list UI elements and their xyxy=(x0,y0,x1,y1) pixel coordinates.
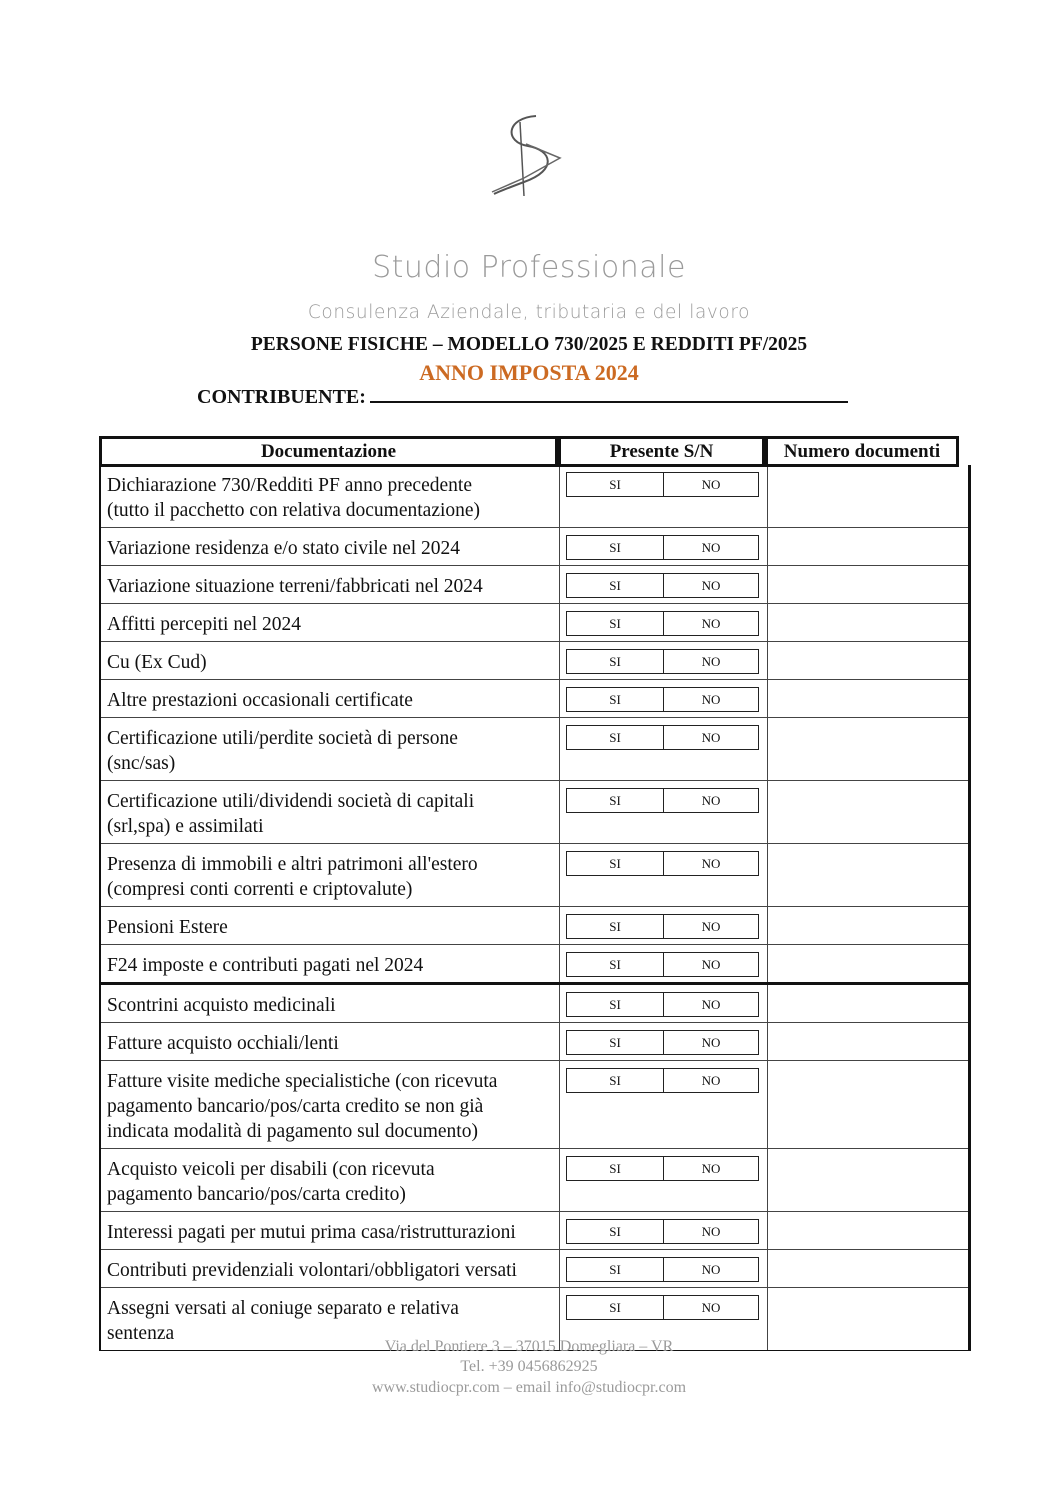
document-count-cell[interactable] xyxy=(768,465,968,527)
no-option[interactable]: NO xyxy=(701,578,721,593)
yes-no-selector xyxy=(566,573,759,598)
contributor-blank-line[interactable] xyxy=(370,387,848,403)
brand-name: Studio Professionale xyxy=(372,250,686,285)
header-present: Presente S/N xyxy=(558,436,765,467)
yes-option[interactable]: SI xyxy=(567,953,664,976)
yes-no-selector xyxy=(566,851,759,876)
no-option[interactable]: NO xyxy=(701,540,721,555)
yes-option[interactable]: SI xyxy=(567,688,664,711)
yes-option[interactable]: SI xyxy=(567,1157,664,1180)
no-option[interactable]: NO xyxy=(701,1224,721,1239)
document-name-line: Interessi pagati per mutui prima casa/ristrutturazioni xyxy=(107,1222,516,1243)
document-name-line: (srl,spa) e assimilati xyxy=(107,816,264,837)
table-header xyxy=(99,436,971,465)
table-row xyxy=(101,843,968,906)
document-name-line: Affitti percepiti nel 2024 xyxy=(107,614,302,635)
document-name-cell xyxy=(101,907,560,944)
document-name-line: Pensioni Estere xyxy=(107,917,228,938)
yes-option[interactable]: SI xyxy=(567,789,664,812)
header-documentation: Documentazione xyxy=(99,436,558,467)
present-cell xyxy=(560,465,768,527)
yes-option[interactable]: SI xyxy=(567,726,664,749)
document-count-cell[interactable] xyxy=(768,680,968,717)
present-cell xyxy=(560,680,768,717)
document-name-cell xyxy=(101,1250,560,1287)
yes-option[interactable]: SI xyxy=(567,915,664,938)
document-name-line: Variazione residenza e/o stato civile nel 2024 xyxy=(107,538,461,559)
present-cell xyxy=(560,1250,768,1287)
yes-option[interactable]: SI xyxy=(567,574,664,597)
yes-no-selector xyxy=(566,687,759,712)
yes-option[interactable]: SI xyxy=(567,1296,664,1319)
document-name-line: F24 imposte e contributi pagati nel 2024 xyxy=(107,955,424,976)
form-title: PERSONE FISICHE – MODELLO 730/2025 E REDDITI PF/2025 xyxy=(250,334,808,355)
document-count-cell[interactable] xyxy=(768,642,968,679)
document-count-cell[interactable] xyxy=(768,1250,968,1287)
table-row xyxy=(101,1022,968,1060)
yes-no-selector xyxy=(566,992,759,1017)
document-name-cell xyxy=(101,781,560,843)
document-group-deductions xyxy=(99,985,971,1351)
no-option[interactable]: NO xyxy=(701,1300,721,1315)
document-name-line: pagamento bancario/pos/carta credito) xyxy=(107,1184,406,1205)
present-cell xyxy=(560,642,768,679)
tax-year: ANNO IMPOSTA 2024 xyxy=(419,360,639,385)
no-option[interactable]: NO xyxy=(701,1035,721,1050)
document-name-cell xyxy=(101,844,560,906)
header-doc-count: Numero documenti xyxy=(765,436,959,467)
yes-no-selector xyxy=(566,1295,759,1320)
present-cell xyxy=(560,985,768,1022)
no-option[interactable]: NO xyxy=(701,957,721,972)
yes-option[interactable]: SI xyxy=(567,993,664,1016)
document-name-line: (compresi conti correnti e criptovalute) xyxy=(107,879,413,900)
present-cell xyxy=(560,528,768,565)
present-cell xyxy=(560,1149,768,1211)
document-count-cell[interactable] xyxy=(768,781,968,843)
yes-no-selector xyxy=(566,788,759,813)
yes-no-selector xyxy=(566,952,759,977)
document-count-cell[interactable] xyxy=(768,528,968,565)
yes-no-selector xyxy=(566,1156,759,1181)
document-name-line: Contributi previdenziali volontari/obbligatori versati xyxy=(107,1260,517,1281)
footer-phone: Tel. +39 0456862925 xyxy=(460,1358,598,1375)
document-name-cell xyxy=(101,945,560,982)
documents-table xyxy=(99,436,971,1351)
yes-no-selector xyxy=(566,1219,759,1244)
document-name-cell xyxy=(101,1149,560,1211)
document-name-cell xyxy=(101,1023,560,1060)
table-row xyxy=(101,780,968,843)
document-name-line: Altre prestazioni occasionali certificate xyxy=(107,690,413,711)
document-name-line: Scontrini acquisto medicinali xyxy=(107,995,336,1016)
contributor-label: CONTRIBUENTE: xyxy=(197,386,366,408)
yes-option[interactable]: SI xyxy=(567,852,664,875)
table-row xyxy=(101,944,968,982)
document-name-line: Certificazione utili/perdite società di persone xyxy=(107,728,458,749)
studio-logo xyxy=(484,108,580,204)
no-option[interactable]: NO xyxy=(701,1073,721,1088)
table-row xyxy=(101,565,968,603)
no-option[interactable]: NO xyxy=(701,654,721,669)
no-option[interactable]: NO xyxy=(701,616,721,631)
document-name-cell xyxy=(101,465,560,527)
yes-no-selector xyxy=(566,1257,759,1282)
table-row xyxy=(101,717,968,780)
document-name-line: (tutto il pacchetto con relativa documentazione) xyxy=(107,500,481,521)
table-row xyxy=(101,603,968,641)
yes-option[interactable]: SI xyxy=(567,473,664,496)
document-count-cell[interactable] xyxy=(768,985,968,1022)
present-cell xyxy=(560,1212,768,1249)
table-row xyxy=(101,985,968,1022)
present-cell xyxy=(560,1023,768,1060)
document-name-line: Fatture visite mediche specialistiche (con ricevuta xyxy=(107,1071,498,1092)
document-group-income xyxy=(99,465,971,985)
document-name-line: Acquisto veicoli per disabili (con ricevuta xyxy=(107,1159,435,1180)
table-row xyxy=(101,906,968,944)
yes-no-selector xyxy=(566,472,759,497)
present-cell xyxy=(560,945,768,982)
yes-option[interactable]: SI xyxy=(567,612,664,635)
no-option[interactable]: NO xyxy=(701,856,721,871)
document-name-cell xyxy=(101,566,560,603)
document-name-line: pagamento bancario/pos/carta credito se non già xyxy=(107,1096,484,1117)
document-name-line: Cu (Ex Cud) xyxy=(107,652,207,673)
table-row xyxy=(101,1060,968,1148)
table-row xyxy=(101,641,968,679)
document-count-cell[interactable] xyxy=(768,566,968,603)
document-count-cell[interactable] xyxy=(768,1212,968,1249)
yes-no-selector xyxy=(566,611,759,636)
present-cell xyxy=(560,604,768,641)
present-cell xyxy=(560,1061,768,1148)
yes-option[interactable]: SI xyxy=(567,1258,664,1281)
yes-option[interactable]: SI xyxy=(567,1069,664,1092)
present-cell xyxy=(560,844,768,906)
present-cell xyxy=(560,907,768,944)
table-row xyxy=(101,1211,968,1249)
yes-option[interactable]: SI xyxy=(567,650,664,673)
contributor-field[interactable] xyxy=(197,386,848,409)
document-name-cell xyxy=(101,1212,560,1249)
table-row xyxy=(101,679,968,717)
document-count-cell[interactable] xyxy=(768,718,968,780)
yes-no-selector xyxy=(566,649,759,674)
document-name-line: Fatture acquisto occhiali/lenti xyxy=(107,1033,339,1054)
document-name-cell xyxy=(101,528,560,565)
document-name-cell xyxy=(101,604,560,641)
present-cell xyxy=(560,781,768,843)
present-cell xyxy=(560,718,768,780)
no-option[interactable]: NO xyxy=(701,730,721,745)
no-option[interactable]: NO xyxy=(701,692,721,707)
no-option[interactable]: NO xyxy=(701,1161,721,1176)
present-cell xyxy=(560,566,768,603)
table-row xyxy=(101,527,968,565)
yes-option[interactable]: SI xyxy=(567,536,664,559)
table-row xyxy=(101,1249,968,1287)
document-name-line: indicata modalità di pagamento sul documento) xyxy=(107,1121,478,1142)
document-name-line: (snc/sas) xyxy=(107,753,176,774)
document-name-cell xyxy=(101,985,560,1022)
no-option[interactable]: NO xyxy=(701,793,721,808)
document-count-cell[interactable] xyxy=(768,844,968,906)
document-name-line: Dichiarazione 730/Redditi PF anno precedente xyxy=(107,475,472,496)
document-name-line: sentenza xyxy=(107,1323,175,1344)
document-name-line: Presenza di immobili e altri patrimoni all'estero xyxy=(107,854,478,875)
table-row xyxy=(101,1148,968,1211)
document-count-cell[interactable] xyxy=(768,1023,968,1060)
yes-no-selector xyxy=(566,914,759,939)
document-count-cell[interactable] xyxy=(768,1061,968,1148)
footer-web: www.studiocpr.com – email info@studiocpr.com xyxy=(371,1379,687,1396)
document-name-line: Variazione situazione terreni/fabbricati nel 2024 xyxy=(107,576,483,597)
document-name-cell xyxy=(101,1061,560,1148)
footer-address: Via del Pontiere 3 – 37015 Domegliara – VR xyxy=(384,1338,674,1355)
no-option[interactable]: NO xyxy=(701,997,721,1012)
document-name-cell xyxy=(101,642,560,679)
document-name-line: Certificazione utili/dividendi società di capitali xyxy=(107,791,475,812)
document-name-cell xyxy=(101,680,560,717)
yes-no-selector xyxy=(566,535,759,560)
document-name-cell xyxy=(101,718,560,780)
no-option[interactable]: NO xyxy=(701,1262,721,1277)
document-count-cell[interactable] xyxy=(768,945,968,982)
brand-tagline: Consulenza Aziendale, tributaria e del lavoro xyxy=(307,302,751,323)
yes-no-selector xyxy=(566,1068,759,1093)
yes-option[interactable]: SI xyxy=(567,1220,664,1243)
yes-no-selector xyxy=(566,1030,759,1055)
yes-no-selector xyxy=(566,725,759,750)
no-option[interactable]: NO xyxy=(701,919,721,934)
table-row xyxy=(101,465,968,527)
document-count-cell[interactable] xyxy=(768,907,968,944)
document-count-cell[interactable] xyxy=(768,604,968,641)
document-name-line: Assegni versati al coniuge separato e relativa xyxy=(107,1298,459,1319)
no-option[interactable]: NO xyxy=(701,477,721,492)
yes-option[interactable]: SI xyxy=(567,1031,664,1054)
document-count-cell[interactable] xyxy=(768,1149,968,1211)
